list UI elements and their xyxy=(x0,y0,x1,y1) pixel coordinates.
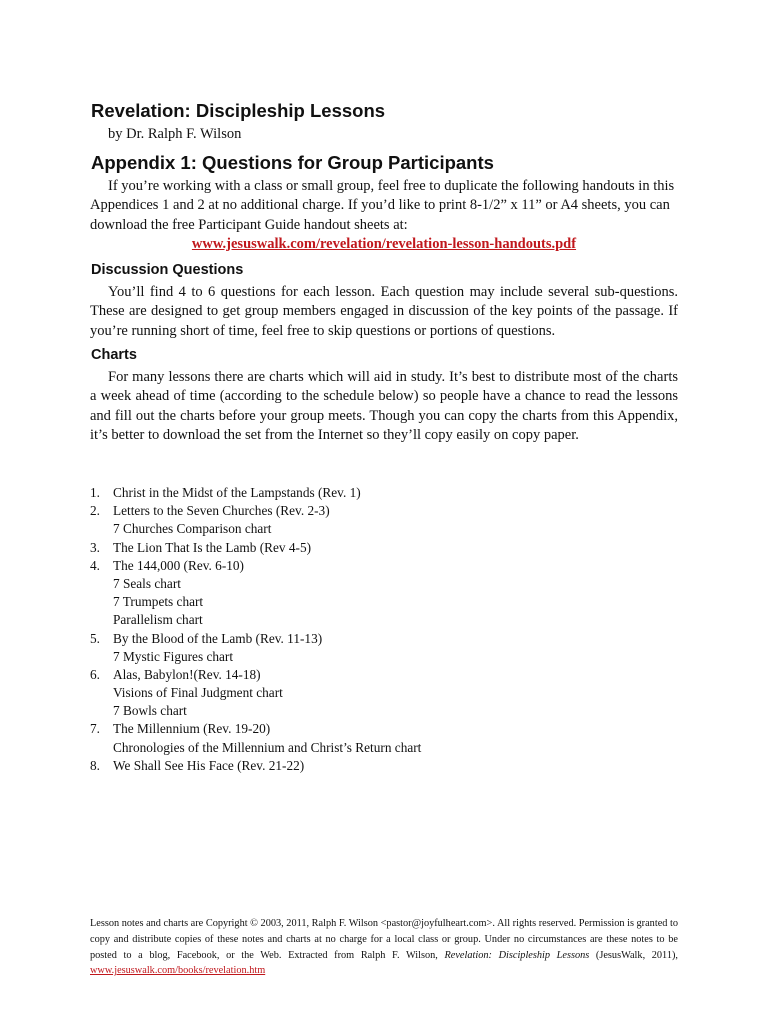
author-byline: by Dr. Ralph F. Wilson xyxy=(108,126,242,142)
lesson-text: Christ in the Midst of the Lampstands (Rev. 1) xyxy=(113,485,361,500)
document-title: Revelation: Discipleship Lessons xyxy=(91,100,386,121)
lesson-text: We Shall See His Face (Rev. 21-22) xyxy=(113,757,305,773)
charts-heading: Charts xyxy=(91,347,137,363)
intro-paragraph: If you’re working with a class or small group, feel free to duplicate the following handouts in this Appendices 1 and 2 at no additional charge. If you’d like to print 8-1/2” x 11” or A4 sheets, you can download the free Participant Guide handout sheets at: xyxy=(90,178,675,233)
discussion-questions-heading: Discussion Questions xyxy=(91,262,244,278)
handout-link-line xyxy=(0,236,768,253)
lesson-text: The Lion That Is the Lamb (Rev 4-5) xyxy=(113,539,312,555)
lesson-text: 7 Seals chart xyxy=(113,575,181,591)
appendix-heading: Appendix 1: Questions for Group Participants xyxy=(91,152,494,173)
footer-text: Lesson notes and charts are Copyright © 2003, 2011, Ralph F. Wilson <pastor@joyfulheart.com>. All rights reserved. Permission is granted to copy and distribute copies of these notes and charts at no charge for a local class or group. Under no circumstances are these notes to be posted to a blog, Facebook, or the Web. Extracted from Ralph F. Wilson, xyxy=(90,918,678,961)
lesson-number: 7. xyxy=(90,721,100,737)
lesson-number: 2. xyxy=(90,503,100,519)
lesson-text: By the Blood of the Lamb (Rev. 11-13) xyxy=(113,630,323,646)
handout-link[interactable]: www.jesuswalk.com/revelation/revelation-lesson-handouts.pdf xyxy=(191,236,577,252)
lesson-text: Visions of Final Judgment chart xyxy=(113,685,283,701)
lesson-text: 7 Mystic Figures chart xyxy=(113,648,234,664)
lesson-text: Letters to the Seven Churches (Rev. 2-3) xyxy=(113,503,330,519)
lesson-text: 7 Churches Comparison chart xyxy=(113,521,272,537)
lesson-text: 7 Trumpets chart xyxy=(113,594,204,610)
lesson-number: 3. xyxy=(90,539,100,555)
charts-paragraph: For many lessons there are charts which will aid in study. It’s best to distribute most of the charts a week ahead of time (according to the schedule below) so people have a chance to read the lessons and fill out the charts before your group meets. Though you can copy the charts from this Appendix, it’s better to download the set from the Internet so they’ll copy easily on copy paper. xyxy=(90,369,678,443)
lesson-text: Parallelism chart xyxy=(113,612,203,628)
lesson-text: The Millennium (Rev. 19-20) xyxy=(113,721,271,737)
footer-publisher: (JesusWalk, 2011), xyxy=(595,949,678,961)
discussion-paragraph: You’ll find 4 to 6 questions for each lesson. Each question may include several sub-questions. These are designed to get group members engaged in discussion of the key points of the passage. If you’re running short of time, feel free to skip questions or portions of questions. xyxy=(90,284,678,339)
lesson-text: Chronologies of the Millennium and Christ’s Return chart xyxy=(113,739,422,755)
footer-url-link[interactable]: www.jesuswalk.com/books/revelation.htm xyxy=(90,965,266,977)
lesson-number: 4. xyxy=(90,557,100,573)
lesson-text: The 144,000 (Rev. 6-10) xyxy=(113,557,244,573)
copyright-footer xyxy=(90,916,678,979)
footer-book-title: Revelation: Discipleship Lessons xyxy=(444,949,590,961)
lesson-number: 8. xyxy=(90,757,100,773)
lesson-text: Alas, Babylon!(Rev. 14-18) xyxy=(113,666,261,682)
lesson-number: 1. xyxy=(90,485,100,500)
lesson-number: 6. xyxy=(90,666,100,682)
lesson-text: 7 Bowls chart xyxy=(113,703,187,719)
lesson-number: 5. xyxy=(90,630,100,646)
